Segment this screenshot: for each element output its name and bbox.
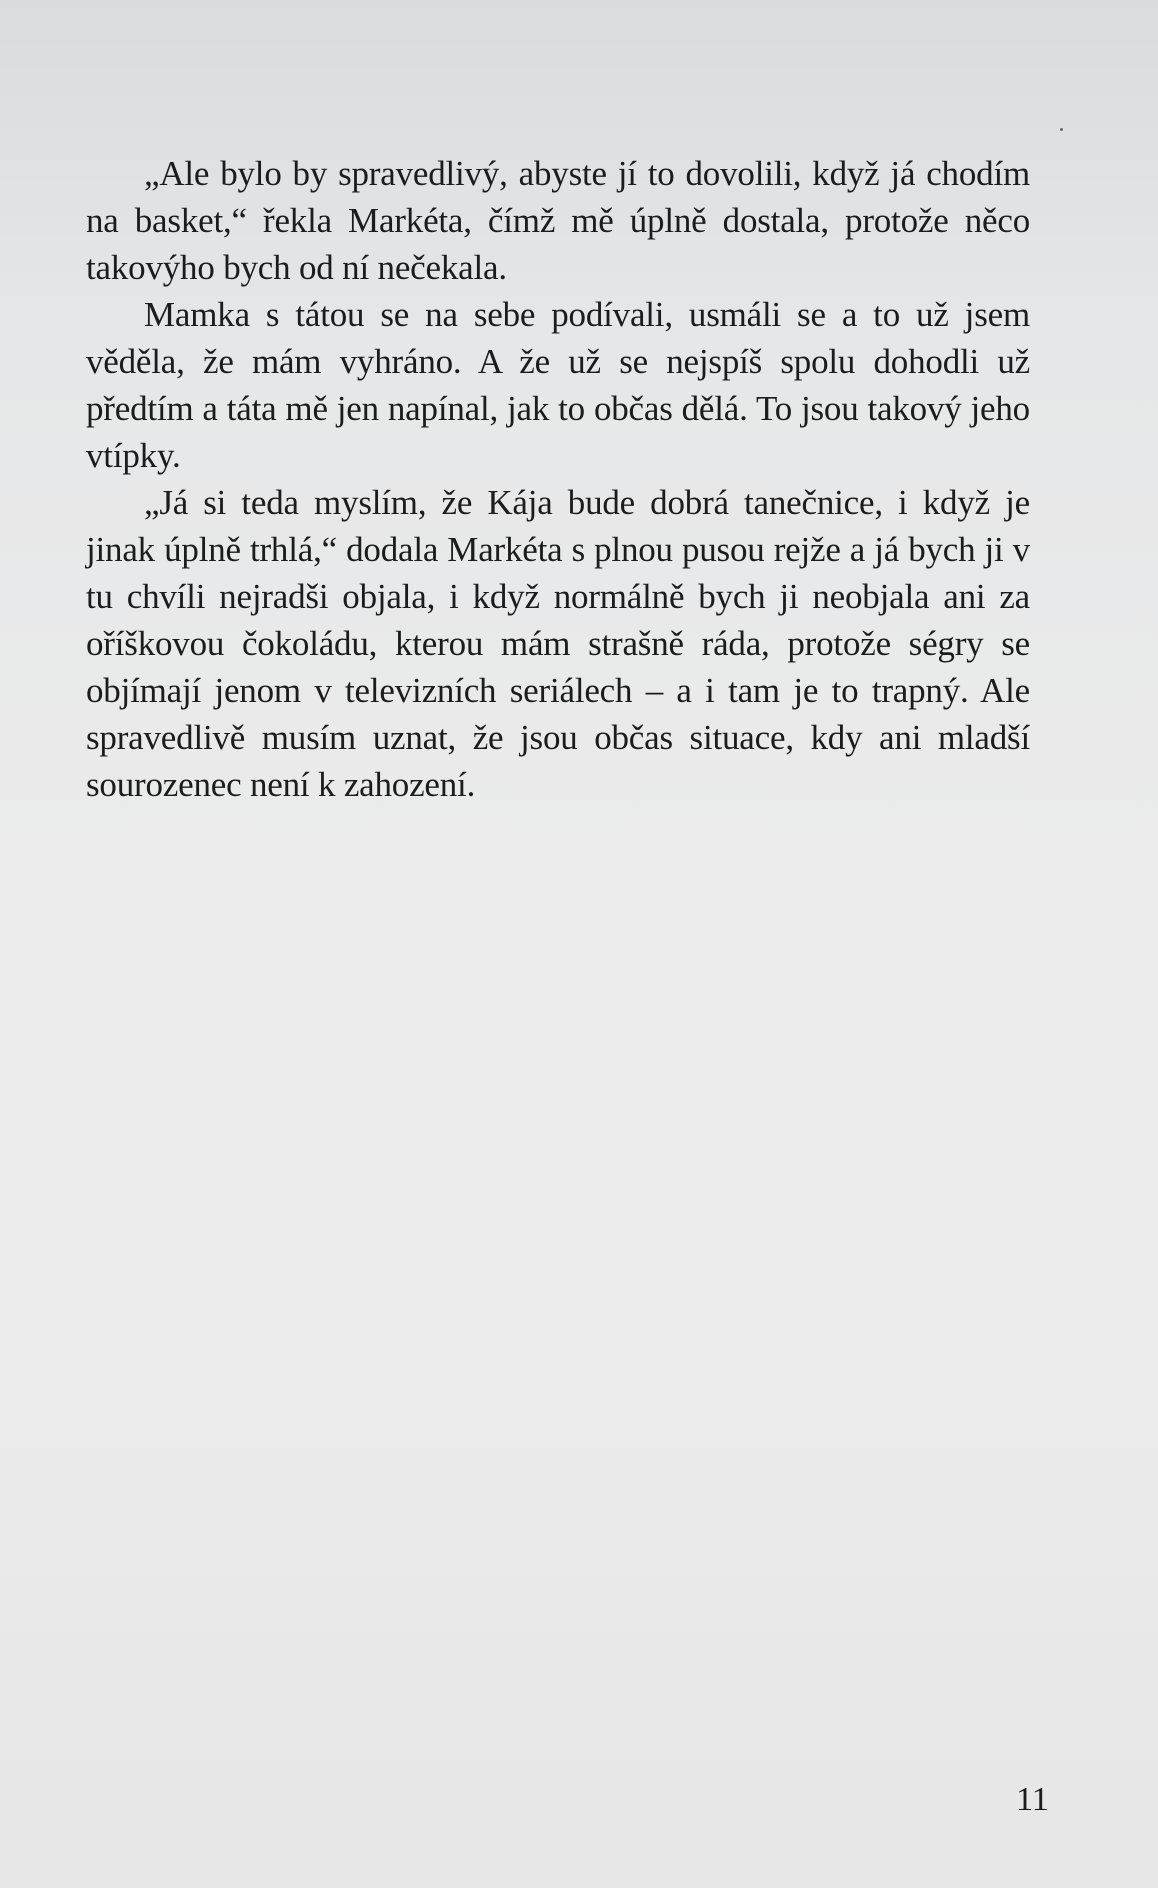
paragraph-2: Mamka s tátou se na sebe podívali, usmáli se a to už jsem věděla, že mám vyhráno. A že už se nejspíš spolu dohodli už předtím a táta mě jen napínal, jak to občas dělá. To jsou takový jeho vtípky. [86, 295, 1030, 475]
body-text [86, 150, 1030, 808]
paragraph-3: „Já si teda myslím, že Kája bude dobrá tanečnice, i když je jinak úplně trhlá,“ dodala Markéta s plnou pusou rejže a já bych ji v tu chvíli nejradši objala, i když normálně bych ji neobjala ani za oříškovou čokoládu, kterou mám strašně ráda, protože ségry se objímají jenom v televizních seriálech – a i tam je to trapný. Ale spravedlivě musím uznat, že jsou občas situace, kdy ani mladší sourozenec není k zahození. [86, 483, 1030, 804]
paragraph-1: „Ale bylo by spravedlivý, abyste jí to dovolili, když já chodím na basket,“ řekla Markéta, čímž mě úplně dostala, protože něco takovýho bych od ní nečekala. [86, 154, 1030, 287]
paper-speck [1060, 128, 1063, 131]
page-number: 11 [1016, 1781, 1049, 1818]
